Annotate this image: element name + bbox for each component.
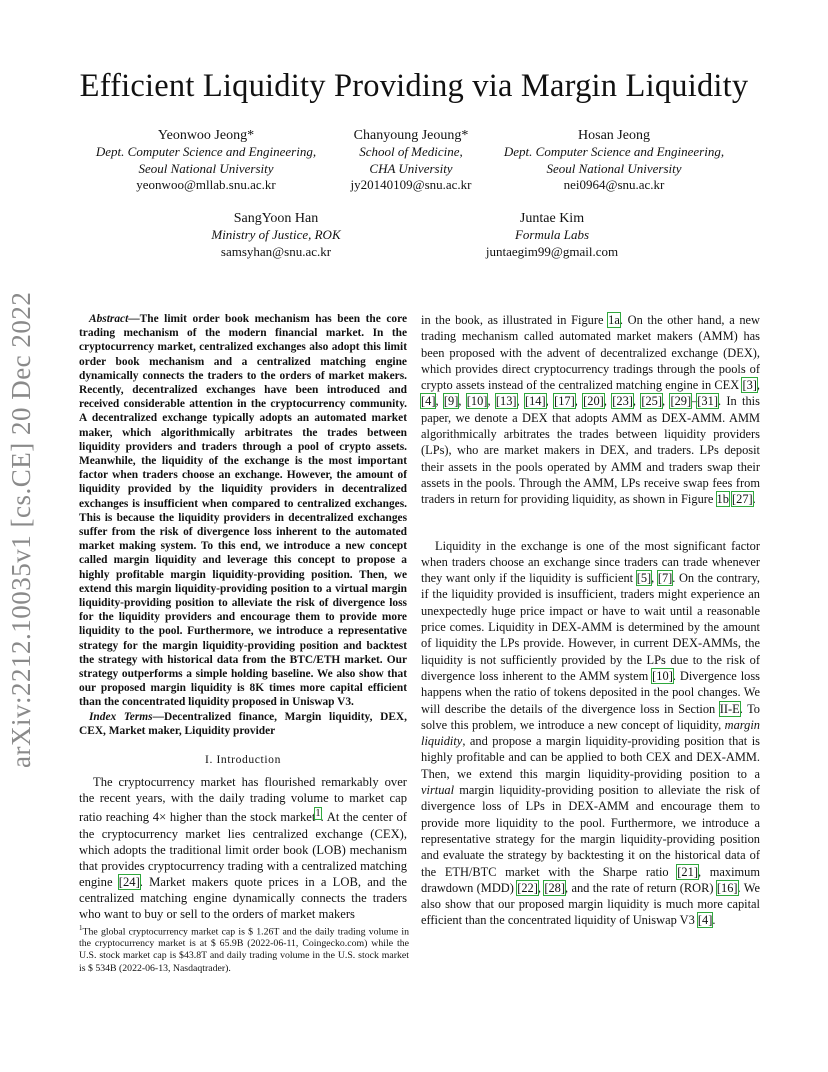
author-block-1 xyxy=(86,127,326,194)
section-link[interactable]: II-E xyxy=(719,701,740,716)
author-affiliation: Seoul National University xyxy=(546,160,682,176)
citation-link[interactable]: [27] xyxy=(732,492,753,507)
citation-link[interactable]: [4] xyxy=(421,394,436,409)
author-block-5 xyxy=(452,210,652,260)
citation-link[interactable]: [10] xyxy=(652,668,673,683)
right-paragraph-1: in the book, as illustrated in Figure 1a. On the other hand, a new trading mechanism called automated market makers (AMM) has been proposed with the advent of decentralized exchange (DEX), which provides direct cryptocurrency tradings through the pools of crypto assets instead of the centralized matching engine in CEX [3], [4], [9], [10], [13], [14], [17], [20], [23], [25], [29]–[31]. In this paper, we denote a DEX that adopts AMM as DEX-AMM. AMM algorithmically arbitrates the trades between liquidity providers (LPs), who are market makers in DEX, and traders. LPs deposit their assets in the pools operated by AMM and traders swap their assets in the pools. Through the AMM, LPs receive swap fees from traders in return for providing liquidity, as shown in Figure 1b [27]. xyxy=(421,313,760,507)
author-block-2 xyxy=(330,127,492,194)
left-column xyxy=(79,312,407,922)
citation-link[interactable]: [31] xyxy=(697,394,718,409)
index-terms-text: —Decentralized finance, Margin liquidity, DEX, CEX, Market maker, Liquidity provider xyxy=(79,710,407,737)
author-affiliation: School of Medicine, xyxy=(359,144,463,159)
citation-link[interactable]: [20] xyxy=(583,394,604,409)
citation-link[interactable]: [3] xyxy=(742,378,757,393)
section-heading-introduction: I. Introduction xyxy=(205,753,281,767)
arxiv-side-label xyxy=(6,180,66,780)
citation-link[interactable]: [16] xyxy=(716,880,738,895)
paragraph-gap xyxy=(421,508,760,538)
citation-link[interactable]: [4] xyxy=(697,913,713,928)
index-terms-label: Index Terms xyxy=(89,710,153,723)
right-column xyxy=(421,312,760,929)
citation-link[interactable]: [28] xyxy=(544,880,565,895)
author-affiliation: Formula Labs xyxy=(514,227,590,242)
intro-paragraph: The cryptocurrency market has flourished remarkably over the recent years, with the daily trading volume to market cap ratio reaching 4× higher than the stock market$^1$. At the center of the cryptocurrency market lies centralized exchange (CEX), which adopts the traditional limit order book (LOB) mechanism that provides cryptocurrency trading with a centralized matching engine [24]. Market makers quote prices in a LOB, and the centralized matching engine dynamically connects the traders who want to buy or sell to the orders of market makers xyxy=(79,775,408,922)
author-email: jy20140109@snu.ac.kr xyxy=(350,177,472,193)
citation-link[interactable]: [23] xyxy=(612,394,633,409)
citation-link[interactable]: [29] xyxy=(670,394,692,409)
paper-title: Efficient Liquidity Providing via Margin Liquidity xyxy=(79,68,749,104)
author-name: Juntae Kim xyxy=(519,211,585,226)
footnote xyxy=(79,922,409,975)
right-paragraph-2: Liquidity in the exchange is one of the most significant factor when traders choose an exchange since traders can trade whenever they want only if the liquidity is sufficient [5], [7]. On the contrary, if the liquidity provided is insufficient, traders might experience an unexpectedly huge price impact or have to wait until a reasonable price comes. Liquidity in DEX-AMM is determined by the amount of liquidity the LPs provide. However, in current DEX-AMMs, the liquidity is not sufficiently provided by the LPs due to the risk of divergence loss inherent to the AMM system [10]. Divergence loss happens when the ratio of tokens deposited in the pool changes. We will describe the details of the divergence loss in Section II-E. To solve this problem, we introduce a new concept of liquidity, margin liquidity, and propose a margin liquidity-providing position that is highly profitable and can be applied to both CEX and DEX-AMM. Then, we extend this margin liquidity-providing position to a virtual margin liquidity-providing position to alleviate the risk of divergence loss of LPs in DEX-AMM and encourage them to provide more liquidity to the pool. Furthermore, we introduce a representative strategy for the margin liquidity-providing position and evaluate the strategy by backtesting it on the historical data of the ETH/BTC market with the Sharpe ratio [21], maximum drawdown (MDD) [22], [28], and the rate of return (ROR) [16]. We also show that our proposed margin liquidity is much more capital efficient than the concentrated liquidity of Uniswap V3 [4]. xyxy=(421,538,760,928)
author-affiliation: Seoul National University xyxy=(138,160,274,176)
author-name: Hosan Jeong xyxy=(578,128,650,143)
author-block-3 xyxy=(494,127,734,194)
author-email: juntaegim99@gmail.com xyxy=(485,243,619,259)
figure-link[interactable]: 1a xyxy=(608,313,620,327)
figure-link[interactable]: 1b xyxy=(716,492,729,507)
author-name: Yeonwoo Jeong* xyxy=(157,128,255,143)
index-terms xyxy=(79,710,407,738)
abstract-text: —The limit order book mechanism has been the core trading mechanism of the modern financial market. In the cryptocurrency market, centralized exchanges also adopt this limit order book mechanism and a centralized matching engine dynamically connects the traders to the orders of market makers. Recently, decentralized exchanges have been introduced and received considerable attention in the cryptocurrency community. A decentralized exchange typically adopts an automated market maker, which algorithmically arbitrates the trades between liquidity providers and traders through a pool of crypto assets. Meanwhile, the liquidity of the exchange is the most important factor when traders choose an exchange. However, the amount of liquidity provided by the liquidity providers in decentralized exchanges is insufficient when compared to centralized exchanges. This is because the liquidity providers in decentralized exchanges suffer from the risk of divergence loss inherent to the automated market making system. To this end, we introduce a new concept called margin liquidity and leverage this concept to propose a highly profitable margin liquidity-providing position. Then, we extend this margin liquidity-providing position to a virtual margin liquidity-providing position to alleviate the risk of divergence loss for the liquidity providers and encourage them to provide more liquidity to the pool. Furthermore, we introduce a representative strategy for the margin liquidity-providing position and backtest the strategy with historical data from the BTC/ETH market. Our strategy outperforms a simple holding baseline. We also show that our proposed margin liquidity is 8K times more capital efficient than the concentrated liquidity proposed in Uniswap V3. xyxy=(79,313,407,709)
citation-link[interactable]: [17] xyxy=(554,394,575,409)
citation-link[interactable]: [25] xyxy=(641,394,662,409)
citation-link[interactable]: [5] xyxy=(636,571,652,586)
citation-link[interactable]: [9] xyxy=(443,394,459,409)
author-name: Chanyoung Jeoung* xyxy=(353,128,469,143)
footnote-mark: 1 xyxy=(79,924,83,932)
citation-link[interactable]: [22] xyxy=(517,880,538,895)
citation-link[interactable]: [14] xyxy=(524,394,546,409)
author-affiliation: Dept. Computer Science and Engineering, xyxy=(503,144,725,159)
citation-link[interactable]: [24] xyxy=(118,874,140,889)
footnote-text: The global cryptocurrency market cap is $ 1.26T and the daily trading volume in the cryptocurrency market is at $ 65.9B (2022-06-11, Coingecko.com) while the U.S. stock market cap is $43.8T and daily trading volume in the U.S. stock market is $ 534B (2022-06-13, Nasdaqtrader). xyxy=(79,926,409,974)
citation-link[interactable]: [13] xyxy=(495,394,517,409)
footnote-link[interactable]: 1 xyxy=(315,808,321,820)
arxiv-identifier: arXiv:2212.10035v1 [cs.CE] 20 Dec 2022 xyxy=(6,291,36,768)
author-affiliation: CHA University xyxy=(369,160,453,176)
author-name: SangYoon Han xyxy=(233,211,319,226)
citation-link[interactable]: [7] xyxy=(657,571,673,586)
abstract xyxy=(79,312,407,710)
abstract-label: Abstract xyxy=(89,313,129,325)
author-block-4 xyxy=(176,210,376,260)
author-email: nei0964@snu.ac.kr xyxy=(563,177,665,193)
author-email: samsyhan@snu.ac.kr xyxy=(220,243,332,259)
citation-link[interactable]: [21] xyxy=(677,864,698,879)
citation-link[interactable]: [10] xyxy=(466,394,488,409)
author-affiliation: Ministry of Justice, ROK xyxy=(211,227,341,242)
author-email: yeonwoo@mllab.snu.ac.kr xyxy=(136,177,276,193)
author-affiliation: Dept. Computer Science and Engineering, xyxy=(95,144,317,159)
